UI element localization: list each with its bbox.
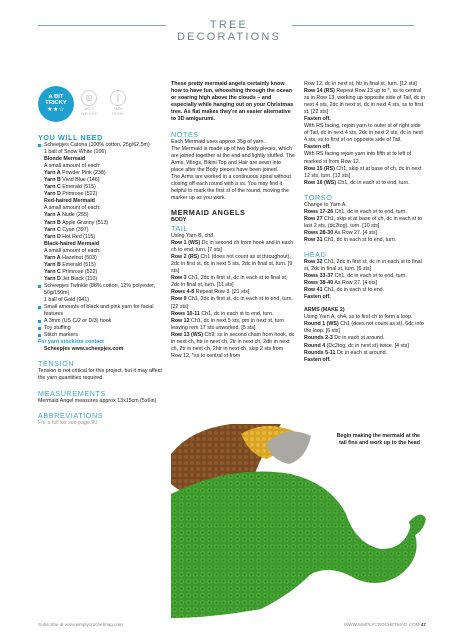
- instruction-line: [171, 233, 295, 240]
- materials-detail: A small amount of each:: [44, 247, 101, 254]
- instruction-line: [304, 280, 426, 287]
- mermaid-variant: Red-haired Mermaid: [44, 198, 95, 205]
- row-label: Rounds 2-3: [304, 335, 333, 342]
- row-text: Using Yarn A, ch4, ss to first ch to form a loop.: [304, 314, 413, 321]
- instruction-line: [171, 318, 295, 332]
- yarn-line: [38, 276, 162, 283]
- tension-heading: TENSION: [38, 359, 75, 369]
- row-label: Row 9: [171, 296, 187, 303]
- mermaid-variant: Scheepjes www.scheepjes.com: [44, 346, 124, 353]
- instruction-line: [304, 81, 426, 88]
- yarn-colour: Nude (255): [60, 212, 89, 219]
- section-title: TREE DECORATIONS: [176, 19, 282, 43]
- materials-list: [38, 142, 162, 353]
- you-will-need-heading: YOU WILL NEED: [38, 133, 103, 142]
- yarn-label: Yarn D: [44, 275, 61, 282]
- instruction-line: [171, 254, 295, 275]
- yarn-colour: Emerald (515): [60, 261, 96, 268]
- row-text: Dc in second ch from hook and in each ch to end, turn. [7 sts]: [171, 240, 294, 254]
- row-label: Row 1 (WS): [171, 240, 201, 247]
- yarn-label: Yarn D: [44, 191, 61, 198]
- row-text: As Row 27. [4 sts]: [333, 229, 378, 236]
- row-text: Ch1, dc in each st to end, turn.: [199, 310, 274, 317]
- row-label: Row 27: [304, 215, 323, 222]
- yarn-colour: Apple Granny (513): [60, 219, 109, 226]
- row-label: Row 16 (WS): [304, 179, 337, 186]
- instruction-line: [304, 335, 426, 342]
- instruction-line: [304, 216, 426, 230]
- row-label: Rows 17-26: [304, 208, 334, 215]
- yarn-label: Yarn A: [44, 170, 61, 177]
- tail-instructions-continued: [304, 81, 426, 187]
- yarn-colour: Hot Red (115): [60, 233, 96, 240]
- yarn-label: Yarn B: [44, 261, 61, 268]
- crochet-hook-icon: ∫: [110, 90, 126, 106]
- yarn-colour: Hazelnut (503): [60, 254, 97, 261]
- pattern-title: MERMAID ANGELS: [171, 207, 246, 217]
- row-text: Using Yarn B, ch8.: [171, 233, 215, 240]
- instruction-line: [304, 273, 426, 280]
- yarn-label: Yarn D: [44, 233, 61, 240]
- yarn-colour: Jet Black (110): [60, 275, 98, 282]
- notes-heading: NOTES: [171, 129, 199, 139]
- materials-detail: A small amount of each:: [44, 205, 101, 212]
- instruction-line: [304, 230, 426, 237]
- yarn-line: [38, 220, 162, 227]
- difficulty-stars: ★★☆: [47, 107, 65, 113]
- row-text: Ch1, 2dc in first st, dc in in each st to final st, 2dc in final st, turn. [6 sts]: [304, 258, 422, 273]
- yarn-label: Yarn A: [44, 254, 61, 261]
- instruction-line: [304, 116, 426, 123]
- instruction-line: [304, 350, 426, 357]
- yarn-line: [38, 170, 162, 177]
- hook-line2: HOOK: [112, 112, 124, 117]
- instruction-line: [304, 343, 426, 350]
- measurements-heading: MEASUREMENTS: [38, 388, 106, 398]
- instruction-line: [304, 209, 426, 216]
- row-label: Rows 10-11: [171, 310, 200, 317]
- yarn-line: [38, 191, 162, 198]
- header-rule-right: [292, 25, 414, 26]
- footer-site: WWW.SIMPLYCROCHETMAG.COM: [343, 622, 420, 627]
- instruction-line: [171, 275, 295, 289]
- tail-instructions: [171, 233, 295, 360]
- yarn-label: Yarn B: [44, 177, 61, 184]
- row-text: Ch1, dc in each st to end, turn.: [336, 179, 410, 186]
- instruction-line: [304, 88, 426, 116]
- yarn-colour: Primrose (522): [60, 191, 98, 198]
- yarn-colour: Emerald (515): [60, 184, 96, 191]
- notes-paragraph: The Mermaid is made up of two Body pieces, which are joined together at the end and lightly stuffed. The Arms, Wings, Bikini Top and Hair are sewn into place after the Body pieces have been joined.: [171, 145, 295, 173]
- page-footer: [38, 622, 426, 630]
- instruction-line: [304, 237, 426, 244]
- yarn-line: [38, 212, 162, 219]
- instruction-line: [304, 144, 426, 151]
- pattern-column-1: [171, 81, 295, 360]
- yarn-line: [38, 177, 162, 184]
- row-label: Rows 28-30: [304, 229, 334, 236]
- difficulty-badge: [38, 86, 74, 122]
- mermaid-crochet-photo: [171, 424, 426, 618]
- yarn-colour: Primrose (522): [60, 268, 98, 275]
- instruction-line: [304, 180, 426, 187]
- row-label: Fasten off.: [304, 356, 331, 363]
- torso-heading: TORSO: [304, 192, 333, 202]
- row-label: Fasten off.: [304, 116, 331, 123]
- instruction-line: [171, 296, 295, 310]
- yarn-colour: Cyan (397): [60, 226, 89, 233]
- instruction-line: [304, 321, 426, 335]
- head-heading: HEAD: [304, 249, 327, 259]
- yarn-line: [38, 227, 162, 234]
- instruction-line: [304, 202, 426, 209]
- row-label: Row 32: [304, 258, 323, 265]
- row-text: Row 12, dc in next st, htr in final st, turn. [12 sts]: [304, 81, 417, 87]
- row-label: Round 1 (WS): [304, 321, 339, 328]
- row-label: Row 12: [171, 317, 190, 324]
- notes-paragraph: Each Mermaid uses approx 35g of yarn.: [171, 138, 265, 145]
- photo-caption: Begin making the mermaid at the tail fins and work up to the head: [336, 433, 420, 446]
- row-label: Row 2 (RS): [171, 254, 199, 261]
- yarn-line: [38, 255, 162, 262]
- row-text: Ch1, skip st at base of ch, dc in next 12 sts, turn. [12 sts]: [304, 165, 422, 179]
- instruction-line: [304, 287, 426, 294]
- instruction-line: [171, 311, 295, 318]
- yarn-label: Yarn C: [44, 184, 61, 191]
- row-text: Ch9; ss in second chain from hook, dc in next ch, htr in next ch, 2tr in next ch, 2dtr in next ch, 2tr in next ch, 2htr in next ch, skip 2 sts from Row 12, *ss to central st from: [171, 331, 295, 359]
- yarn-label: Yarn C: [44, 226, 61, 233]
- materials-item: A 3mm (US C/2 or D/3) hook: [38, 318, 162, 325]
- row-label: Fasten off.: [304, 294, 331, 301]
- arms-heading: ARMS (MAKE 2): [304, 307, 345, 314]
- torso-instructions: [304, 202, 426, 244]
- pattern-column-2: [304, 81, 426, 364]
- row-label: Rows 4-8: [171, 289, 195, 296]
- row-text: Ch1, dc in each st to end, turn.: [333, 208, 407, 215]
- instruction-line: [304, 314, 426, 321]
- yarn-line: [38, 269, 162, 276]
- page-header: [0, 16, 452, 43]
- instruction-line: [304, 123, 426, 144]
- yarn-line: [38, 184, 162, 191]
- head-instructions: [304, 259, 426, 301]
- instruction-line: [304, 259, 426, 273]
- tail-heading: TAIL: [171, 224, 189, 234]
- row-text: Ch1, dc in each st to end.: [322, 287, 385, 294]
- row-label: Row 15 (RS): [304, 165, 335, 172]
- materials-item: Toy stuffing: [38, 325, 162, 332]
- yarn-line: [38, 234, 162, 241]
- yarn-label: Yarn A: [44, 212, 61, 219]
- stockists-label: For yarn stockists contact: [38, 339, 104, 346]
- row-text: Ch1, dc in each st to end, turn.: [322, 236, 397, 243]
- row-text: Repeat Row 13 up to *, ss to central ss in Row 13, working up opposite side of Tail, dc in next 4 sts, 2dc in next st, dc in next 4 sts, ss to first st. [22 sts]: [304, 88, 425, 116]
- skill-badges: [38, 86, 138, 126]
- row-label: Rows 38-40: [304, 280, 334, 287]
- row-label: Row 41: [304, 287, 323, 294]
- row-label: Round 4: [304, 342, 326, 349]
- materials-detail: 1 ball of Gold (941): [44, 297, 90, 304]
- instruction-line: [171, 240, 295, 254]
- materials-detail: 1 ball of Snow White (106): [44, 149, 107, 156]
- row-label: Fasten off.: [304, 144, 331, 151]
- row-text: Ch1 (does not count as st), 6dc into the loop. [6 sts]: [304, 321, 424, 335]
- hook-line1: 3MM: [113, 107, 123, 111]
- yarn-colour: Powder Pink (238): [60, 170, 106, 177]
- instruction-line: [171, 289, 295, 296]
- row-text: (Dc2tog, dc in next st) twice. [4 sts]: [325, 342, 409, 349]
- row-label: Row 13 (WS): [171, 331, 204, 338]
- row-text: Ch1, 2dc in first st, dc in each st to final st, 2dc in final st, turn. [11 sts]: [171, 275, 288, 289]
- arms-instructions: [304, 314, 426, 363]
- instruction-line: [304, 166, 426, 180]
- materials-detail: A small amount of each:: [44, 163, 101, 170]
- row-text: With RS facing rejoin yarn into fifth st to left of marked st from Row 12.: [304, 151, 412, 165]
- difficulty-line1: A BIT: [48, 94, 64, 100]
- materials-item: Small amounts of black and pink yarn for facial features: [38, 304, 162, 318]
- row-label: Rounds 5-11: [304, 349, 336, 356]
- yarn-label: Yarn C: [44, 268, 61, 275]
- row-text: Change to Yarn A.: [304, 201, 347, 208]
- weight-line1: 4PLY: [84, 107, 94, 111]
- crochet-tail-illustration: [171, 424, 426, 618]
- materials-item: Stitch markers: [38, 332, 162, 339]
- weight-line2: WEIGHT: [80, 112, 98, 117]
- row-text: Repeat Row 3. [21 sts]: [194, 289, 250, 296]
- yarn-label: Yarn B: [44, 219, 61, 226]
- weight-badge: [75, 90, 103, 116]
- subscribe-line: Subscribe at www.simplycrochetmag.com: [38, 622, 123, 627]
- instruction-line: [304, 294, 426, 301]
- row-text: Ch1, skip st at base of ch, dc in each st to last 2 sts, (dc2tog), turn. [10 sts]: [304, 215, 423, 229]
- yarn-line: [38, 262, 162, 269]
- instruction-line: [304, 357, 426, 364]
- row-label: Row 31: [304, 236, 323, 243]
- yarn-colour: Vivid Blue (146): [60, 177, 100, 184]
- materials-item: Scheepjes Twinkle (88% cotton, 12% polyester, 50g/150m): [38, 283, 162, 297]
- sidebar-column: [38, 133, 162, 427]
- row-text: Dc in each st around.: [335, 349, 388, 356]
- difficulty-line2: TRICKY: [45, 100, 67, 106]
- header-rule-left: [38, 25, 166, 26]
- measurements-text: Mermaid Angel measures approx 13x15cm (5x6in): [38, 397, 157, 404]
- materials-item: Scheepjes Catona (100% cotton, 25g/62.5m): [38, 142, 162, 149]
- intro-paragraph: These pretty mermaid angels certainly know how to have fun, whooshing through the ocean or soaring high above the clouds – and especially while hanging out on your Christmas tree. As flat makes they're an easier alternative to 3D amigurumi.: [171, 81, 294, 123]
- row-text: Ch1 (does not count as st throughout), 2dc in first st, dc in next 5 sts, 2dc in final st, turn. [9 sts]: [171, 254, 293, 275]
- row-text: Ch1, 2dc in first st, dc in each st to end, turn. [22 sts]: [171, 296, 293, 310]
- row-text: With RS facing, rejoin yarn to outer st of right side of Tail, dc in next 4 sts, 2dc in next 2 sts, dc in next 4 sts, ss to first st on opposite side of Tail.: [304, 123, 423, 144]
- notes-paragraph: The Arms are worked in a continuous spiral without closing off each round with a ss. You may find it helpful to mark the first st of the round, moving the marker up as you work.: [171, 173, 291, 201]
- row-text: Ch1, dc in each st to end, turn.: [333, 273, 407, 280]
- row-text: As Row 27. [4 sts]: [333, 280, 378, 287]
- tension-text: Tension is not critical for this project, but it may affect the yarn quantities required: [38, 368, 162, 382]
- mermaid-variant: Black-haired Mermaid: [44, 240, 100, 247]
- row-label: Row 14 (RS): [304, 88, 335, 95]
- instruction-line: [304, 151, 426, 165]
- instruction-line: [171, 332, 295, 360]
- row-label: Row 3: [171, 275, 187, 282]
- mermaid-variant: Blonde Mermaid: [44, 156, 86, 163]
- yarn-ball-icon: ◎: [81, 90, 97, 106]
- footer-right: [344, 622, 426, 627]
- abbreviations-text: For a full list see page 90: [38, 419, 98, 426]
- hook-badge: [104, 90, 132, 116]
- row-text: Ch1, dc in next 5 sts, pm in next st, turn leaving rem 17 sts unworked. [5 sts]: [171, 317, 285, 331]
- page-number: 47: [420, 622, 426, 627]
- abbreviations-heading: ABBREVIATIONS: [38, 410, 104, 420]
- row-label: Rows 33-37: [304, 273, 334, 280]
- row-text: Dc in each st around.: [332, 335, 385, 342]
- pattern-subtitle: BODY: [171, 216, 187, 223]
